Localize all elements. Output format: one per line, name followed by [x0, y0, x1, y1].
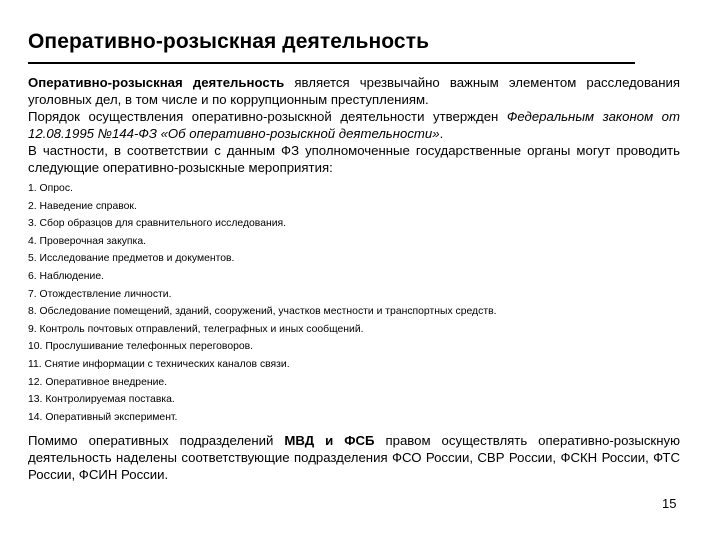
list-item: 12. Оперативное внедрение. [28, 376, 168, 388]
measures-intro-paragraph: В частности, в соответствии с данным ФЗ уполномоченные государственные органы могут проводить следующие оперативно-розыскные мероприятия: [28, 143, 680, 175]
list-item: 1. Опрос. [28, 183, 73, 194]
list-item: 5. Исследование предметов и документов. [28, 253, 235, 265]
title-divider [28, 62, 635, 64]
measures-list [28, 180, 680, 426]
law-lead-text: Порядок осуществления оперативно-розыскной деятельности утвержден [28, 109, 507, 124]
agencies-text: правом осуществлять оперативно-розыскную деятельность наделены соответствующие подразделения ФСО России, СВР России, ФСКН России, ФТС России, ФСИН России. [28, 433, 680, 483]
intro-bold-term: Оперативно-розыскная деятельность [28, 75, 285, 90]
intro-text: является чрезвычайно важным элементом расследования уголовных дел, в том числе и по коррупционным преступлениям. [28, 75, 680, 107]
page-number: 15 [662, 496, 677, 511]
list-item: 4. Проверочная закупка. [28, 235, 147, 247]
list-item: 2. Наведение справок. [28, 200, 137, 212]
list-item: 3. Сбор образцов для сравнительного исследования. [28, 218, 287, 230]
list-item: 10. Прослушивание телефонных переговоров. [28, 341, 254, 353]
list-item: 9. Контроль почтовых отправлений, телеграфных и иных сообщений. [28, 323, 364, 335]
list-item: 8. Обследование помещений, зданий, сооружений, участков местности и транспортных средств. [28, 306, 497, 318]
intro-paragraph [28, 74, 680, 108]
list-item: 6. Наблюдение. [28, 270, 104, 282]
list-item: 11. Снятие информации с технических каналов связи. [28, 358, 290, 370]
law-reference: Федеральным законом от 12.08.1995 №144-ФЗ «Об оперативно-розыскной деятельности» [28, 109, 680, 141]
list-item: 7. Отождествление личности. [28, 288, 172, 300]
slide-content [28, 74, 680, 483]
list-item: 13. Контролируемая поставка. [28, 394, 175, 406]
slide-title: Оперативно-розыскная деятельность [28, 30, 430, 53]
other-agencies-paragraph [28, 432, 680, 483]
agencies-bold-term: МВД и ФСБ [284, 433, 375, 449]
law-tail-text: . [439, 126, 444, 141]
agencies-lead-text: Помимо оперативных подразделений [28, 433, 285, 449]
list-item: 14. Оперативный эксперимент. [28, 411, 178, 423]
law-paragraph [28, 108, 680, 142]
